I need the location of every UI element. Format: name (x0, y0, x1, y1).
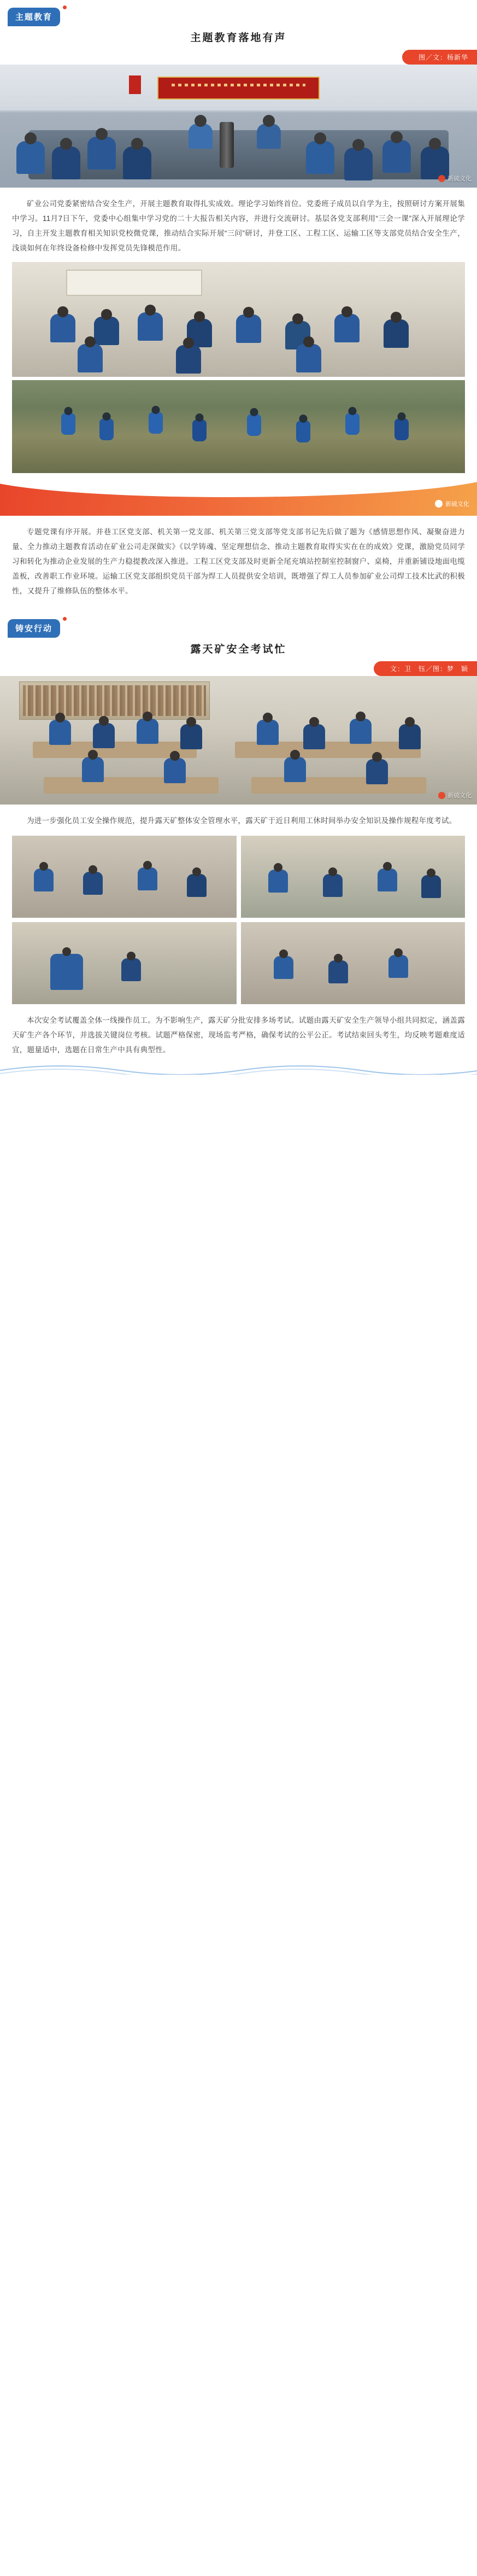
student (421, 875, 441, 898)
person (138, 312, 163, 341)
section-tag-zhutijiaoyu (8, 8, 60, 26)
whiteboard (66, 270, 202, 296)
bottom-gap (0, 1075, 477, 1082)
student (121, 958, 141, 981)
photo-row-1 (0, 831, 477, 918)
photo-exam-small-1 (12, 836, 237, 918)
article-title-bar-2 (0, 637, 477, 659)
person (382, 140, 411, 173)
worker (61, 413, 75, 435)
person (176, 345, 201, 374)
byline-row-1 (0, 50, 477, 65)
section-divider (0, 602, 477, 611)
person (296, 344, 321, 372)
student (257, 720, 279, 745)
student (366, 759, 388, 784)
section-tag-label: 主题教育 (15, 13, 53, 22)
photo-meeting-room (0, 65, 477, 188)
logo-icon (438, 792, 445, 799)
section-tag-wrap-2 (0, 611, 477, 637)
student (137, 719, 158, 744)
student (180, 724, 202, 749)
bookshelf (19, 681, 210, 720)
photo-training-room (12, 262, 465, 377)
student (50, 954, 83, 990)
worker (247, 414, 261, 436)
person (52, 147, 80, 179)
person (236, 314, 261, 343)
thermos-icon (220, 122, 234, 168)
section-tag-label: 铸安行动 (15, 624, 53, 633)
student (138, 867, 157, 890)
red-banner (157, 77, 320, 100)
worker (296, 421, 310, 442)
student (399, 724, 421, 749)
student (49, 720, 71, 745)
watermark-1 (438, 174, 472, 183)
byline-row-2 (0, 661, 477, 676)
person (189, 124, 213, 149)
desk (44, 777, 219, 794)
student (388, 955, 408, 978)
photo-exam-hall (0, 676, 477, 805)
flag-icon (129, 75, 141, 94)
student (268, 870, 288, 893)
worker (394, 418, 409, 440)
watermark-label: 新硫文化 (445, 501, 469, 508)
paragraph-1-1: 矿业公司党委紧密结合安全生产，开展主题教育取得扎实成效。理论学习始终首位。党委班子成员以自学为主，按照研讨方案开展集中学习。11月7日下午，党委中心组集中学习党的二十大报告相关内容，并进行交流研讨。基层各党支部利用“三会一课”深入开展理论学习，自主开发主题教育相关知识党校微党课，推动结合实际开展“三问”研讨，并登工区、工程工区、运输工区等支部党员结合安全生产，浅谈如何在年终设备检修中发挥党员先锋模范作用。 (12, 200, 465, 252)
bottom-wave-divider (0, 1060, 477, 1075)
page-title-1: 主题教育落地有声 (190, 32, 287, 44)
byline-1: 图／文：杨新华 (402, 50, 477, 65)
watermark-3 (438, 791, 472, 800)
tag-dot-icon (63, 5, 67, 9)
person (334, 314, 360, 342)
person (78, 344, 103, 372)
student (328, 960, 348, 983)
photo-row-2 (0, 918, 477, 1004)
article-title-bar-1 (0, 25, 477, 48)
person (94, 317, 119, 345)
byline-2: 文：卫 钰／图：梦 颖 (374, 661, 477, 676)
red-wave-divider (0, 473, 477, 516)
worker (345, 413, 360, 435)
paragraph-1-2: 专题党课有序开展。并巷工区党支部、机关第一党支部、机关第三党支部等党支部书记先后做了题为《感情思想作风、凝聚奋进力量、全力推动主题教育活动在矿业公司走深做实》《以学铸魂、坚定理想信念、推动主题教育取得实实在在的成效》党课，激励党员同学习和转化为推动企业发展的生产力稳提教改深入推进。工程工区党支部及时更新全尾充填站控制室控制窗户、桌椅，并重新铺设地面电缆盖板，改善职工作业环境。运输工区党支部组织党员干部为焊工人员提供安全培训，既增强了焊工人员参加矿业公司焊工技术比武的积极性，又提升了维修队伍的整体水平。 (12, 528, 465, 595)
student (274, 956, 293, 979)
student (323, 874, 343, 897)
student (187, 874, 207, 897)
student (284, 757, 306, 782)
worker (192, 419, 207, 441)
student (378, 869, 397, 891)
photo-exam-small-2 (241, 836, 466, 918)
person (257, 124, 281, 149)
person (50, 314, 75, 342)
worker (149, 412, 163, 434)
student (350, 719, 372, 744)
watermark-2 (435, 499, 469, 508)
watermark-label: 新硫文化 (447, 176, 472, 182)
article-page (0, 0, 477, 1082)
photo-exam-small-3 (12, 922, 237, 1004)
tag-dot-icon (63, 617, 67, 621)
person (87, 137, 116, 170)
paragraph-2-2: 本次安全考试覆盖全体一线操作员工。为不影响生产，露天矿分批安排多场考试。试题由露天矿安全生产领导小组共同拟定，涵盖露天矿生产各个环节，并选拔关键岗位考核。试题严格保密，现场监考严格，确保考试的公平公正。考试结束回头考生，均反映考题难度适宜，题量适中，选题在日常生产中具有典型性。 (12, 1016, 465, 1054)
worker (99, 418, 114, 440)
student (83, 872, 103, 895)
person (344, 148, 373, 180)
section-tag-wrap-1 (0, 0, 477, 25)
logo-icon (438, 175, 445, 182)
person (384, 319, 409, 348)
student (303, 724, 325, 749)
student (34, 869, 54, 891)
page-title-2: 露天矿安全考试忙 (190, 644, 287, 655)
person (123, 147, 151, 179)
person (16, 141, 45, 174)
section-tag-zhuanxingdong (8, 619, 60, 638)
logo-icon (435, 500, 443, 508)
photo-exam-small-4 (241, 922, 466, 1004)
student (82, 757, 104, 782)
person (306, 141, 334, 174)
paragraph-2-1: 为进一步强化员工安全操作规范，提升露天矿整体安全管理水平，露天矿于近日利用工休时间举办安全知识及操作规程年度考试。 (27, 817, 457, 825)
student (93, 723, 115, 748)
student (164, 758, 186, 783)
photo-field-work (12, 380, 465, 473)
desk (251, 777, 426, 794)
watermark-label: 新硫文化 (447, 792, 472, 799)
